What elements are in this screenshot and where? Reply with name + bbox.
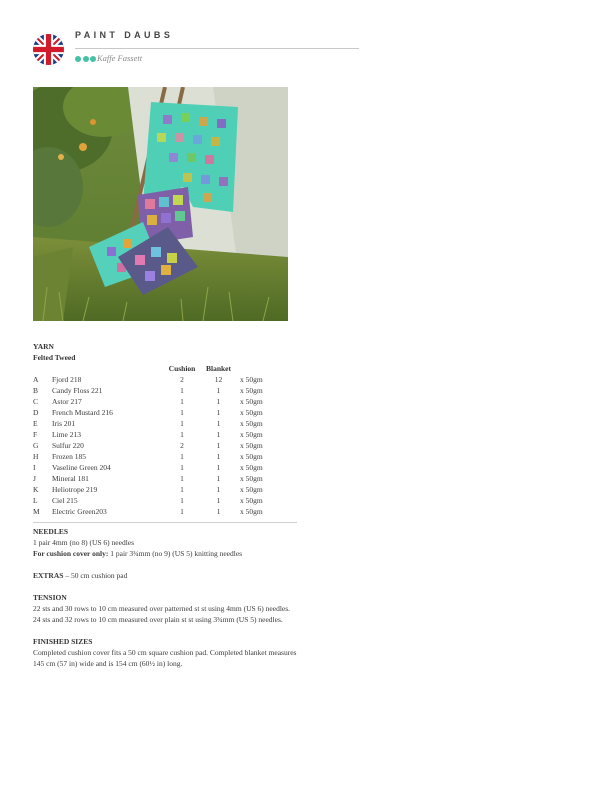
yarn-unit: x 50gm	[240, 507, 263, 516]
yarn-shade-name: French Mustard 216	[52, 408, 113, 417]
yarn-letter: F	[33, 430, 38, 439]
yarn-blanket-qty: 1	[216, 430, 221, 439]
difficulty-dot	[83, 56, 89, 62]
yarn-blanket-qty: 1	[216, 485, 221, 494]
yarn-blanket-qty: 1	[216, 474, 221, 483]
yarn-blanket-qty: 1	[216, 419, 221, 428]
yarn-cushion-qty: 1	[180, 474, 184, 483]
yarn-shade-name: Astor 217	[52, 397, 82, 406]
yarn-blanket-qty: 1	[216, 507, 221, 516]
yarn-unit: x 50gm	[240, 441, 263, 450]
yarn-letter: A	[33, 375, 39, 384]
yarn-cushion-qty: 1	[180, 485, 184, 494]
extras-text: – 50 cm cushion pad	[63, 571, 128, 580]
yarn-shade-name: Heliotrope 219	[52, 485, 98, 494]
yarn-letter: L	[33, 496, 38, 505]
yarn-blanket-qty: 1	[216, 496, 221, 505]
uk-flag-icon	[33, 34, 64, 65]
needles-heading: NEEDLES	[33, 527, 69, 536]
yarn-row	[33, 484, 263, 495]
yarn-cushion-qty: 1	[180, 419, 184, 428]
yarn-shade-name: Iris 201	[52, 419, 76, 428]
yarn-row	[33, 385, 263, 396]
yarn-shade-name: Vaseline Green 204	[52, 463, 111, 472]
yarn-shade-name: Candy Floss 221	[52, 386, 103, 395]
yarn-unit: x 50gm	[240, 452, 263, 461]
yarn-blanket-qty: 1	[216, 386, 221, 395]
yarn-letter: E	[33, 419, 38, 428]
difficulty-dots	[75, 55, 98, 63]
yarn-blanket-qty: 1	[216, 452, 221, 461]
yarn-type: Felted Tweed	[33, 353, 76, 362]
yarn-blanket-qty: 1	[216, 408, 221, 417]
yarn-blanket-qty: 1	[216, 463, 221, 472]
yarn-letter: D	[33, 408, 39, 417]
yarn-shade-name: Sulfur 220	[52, 441, 84, 450]
yarn-table-header	[33, 363, 263, 374]
extras-line	[33, 570, 298, 581]
yarn-shade-name: Ciel 215	[52, 496, 78, 505]
yarn-shade-name: Electric Green203	[52, 507, 107, 516]
yarn-row	[33, 396, 263, 407]
yarn-unit: x 50gm	[240, 474, 263, 483]
yarn-unit: x 50gm	[240, 463, 263, 472]
column-header-blanket: Blanket	[205, 364, 231, 373]
pattern-title: PAINT DAUBS	[75, 30, 174, 40]
yarn-letter: B	[33, 386, 39, 395]
yarn-shade-name: Mineral 181	[52, 474, 89, 483]
extras-label: EXTRAS	[33, 571, 64, 580]
yarn-cushion-qty: 1	[180, 386, 184, 395]
yarn-blanket-qty: 12	[214, 375, 223, 384]
yarn-heading: YARN	[33, 342, 54, 351]
yarn-cushion-qty: 1	[180, 496, 184, 505]
yarn-unit: x 50gm	[240, 485, 263, 494]
pattern-details	[33, 341, 298, 669]
yarn-letter: H	[33, 452, 39, 461]
yarn-row	[33, 506, 263, 517]
difficulty-dot	[75, 56, 81, 62]
yarn-unit: x 50gm	[240, 397, 263, 406]
section-divider	[33, 522, 297, 523]
tension-heading: TENSION	[33, 593, 67, 602]
needles-cushion-line	[33, 548, 298, 559]
yarn-cushion-qty: 1	[180, 408, 184, 417]
header-divider	[75, 48, 359, 49]
finished-sizes-heading: FINISHED SIZES	[33, 637, 93, 646]
yarn-letter: C	[33, 397, 39, 406]
yarn-unit: x 50gm	[240, 419, 263, 428]
needles-line: 1 pair 4mm (no 8) (US 6) needles	[33, 538, 135, 547]
yarn-unit: x 50gm	[240, 496, 263, 505]
yarn-unit: x 50gm	[240, 386, 263, 395]
yarn-row	[33, 407, 263, 418]
yarn-blanket-qty: 1	[216, 441, 221, 450]
yarn-letter: G	[33, 441, 39, 450]
yarn-row	[33, 429, 263, 440]
yarn-shade-name: Frozen 185	[52, 452, 86, 461]
tension-text: 22 sts and 30 rows to 10 cm measured over patterned st st using 4mm (US 6) needles. 24 sts and 32 rows to 10 cm measured over plain st st using 3¾mm (US 5) needles.	[33, 604, 291, 624]
yarn-row	[33, 440, 263, 451]
yarn-cushion-qty: 1	[180, 463, 184, 472]
yarn-row	[33, 473, 263, 484]
yarn-letter: J	[33, 474, 36, 483]
yarn-cushion-qty: 2	[180, 441, 184, 450]
yarn-unit: x 50gm	[240, 375, 263, 384]
yarn-cushion-qty: 1	[180, 430, 184, 439]
finished-sizes-text: Completed cushion cover fits a 50 cm square cushion pad. Completed blanket measures 145 cm (57 in) wide and is 154 cm (60½ in) long.	[33, 648, 297, 668]
yarn-unit: x 50gm	[240, 430, 263, 439]
yarn-cushion-qty: 1	[180, 507, 184, 516]
yarn-table	[33, 363, 263, 517]
yarn-cushion-qty: 1	[180, 452, 184, 461]
product-photo	[33, 87, 288, 321]
yarn-row	[33, 495, 263, 506]
yarn-row	[33, 374, 263, 385]
yarn-blanket-qty: 1	[216, 397, 221, 406]
difficulty-dot	[90, 56, 96, 62]
yarn-unit: x 50gm	[240, 408, 263, 417]
yarn-letter: M	[33, 507, 40, 516]
yarn-shade-name: Lime 213	[52, 430, 81, 439]
yarn-row	[33, 451, 263, 462]
yarn-cushion-qty: 2	[180, 375, 184, 384]
yarn-shade-name: Fjord 218	[52, 375, 82, 384]
needles-cushion-label: For cushion cover only:	[33, 549, 109, 558]
yarn-cushion-qty: 1	[180, 397, 184, 406]
yarn-row	[33, 418, 263, 429]
yarn-row	[33, 462, 263, 473]
yarn-letter: I	[33, 463, 36, 472]
column-header-cushion: Cushion	[168, 364, 196, 373]
designer-name: Kaffe Fassett	[97, 53, 143, 63]
needles-cushion-text: 1 pair 3¾mm (no 9) (US 5) knitting needles	[108, 549, 243, 558]
yarn-letter: K	[33, 485, 39, 494]
